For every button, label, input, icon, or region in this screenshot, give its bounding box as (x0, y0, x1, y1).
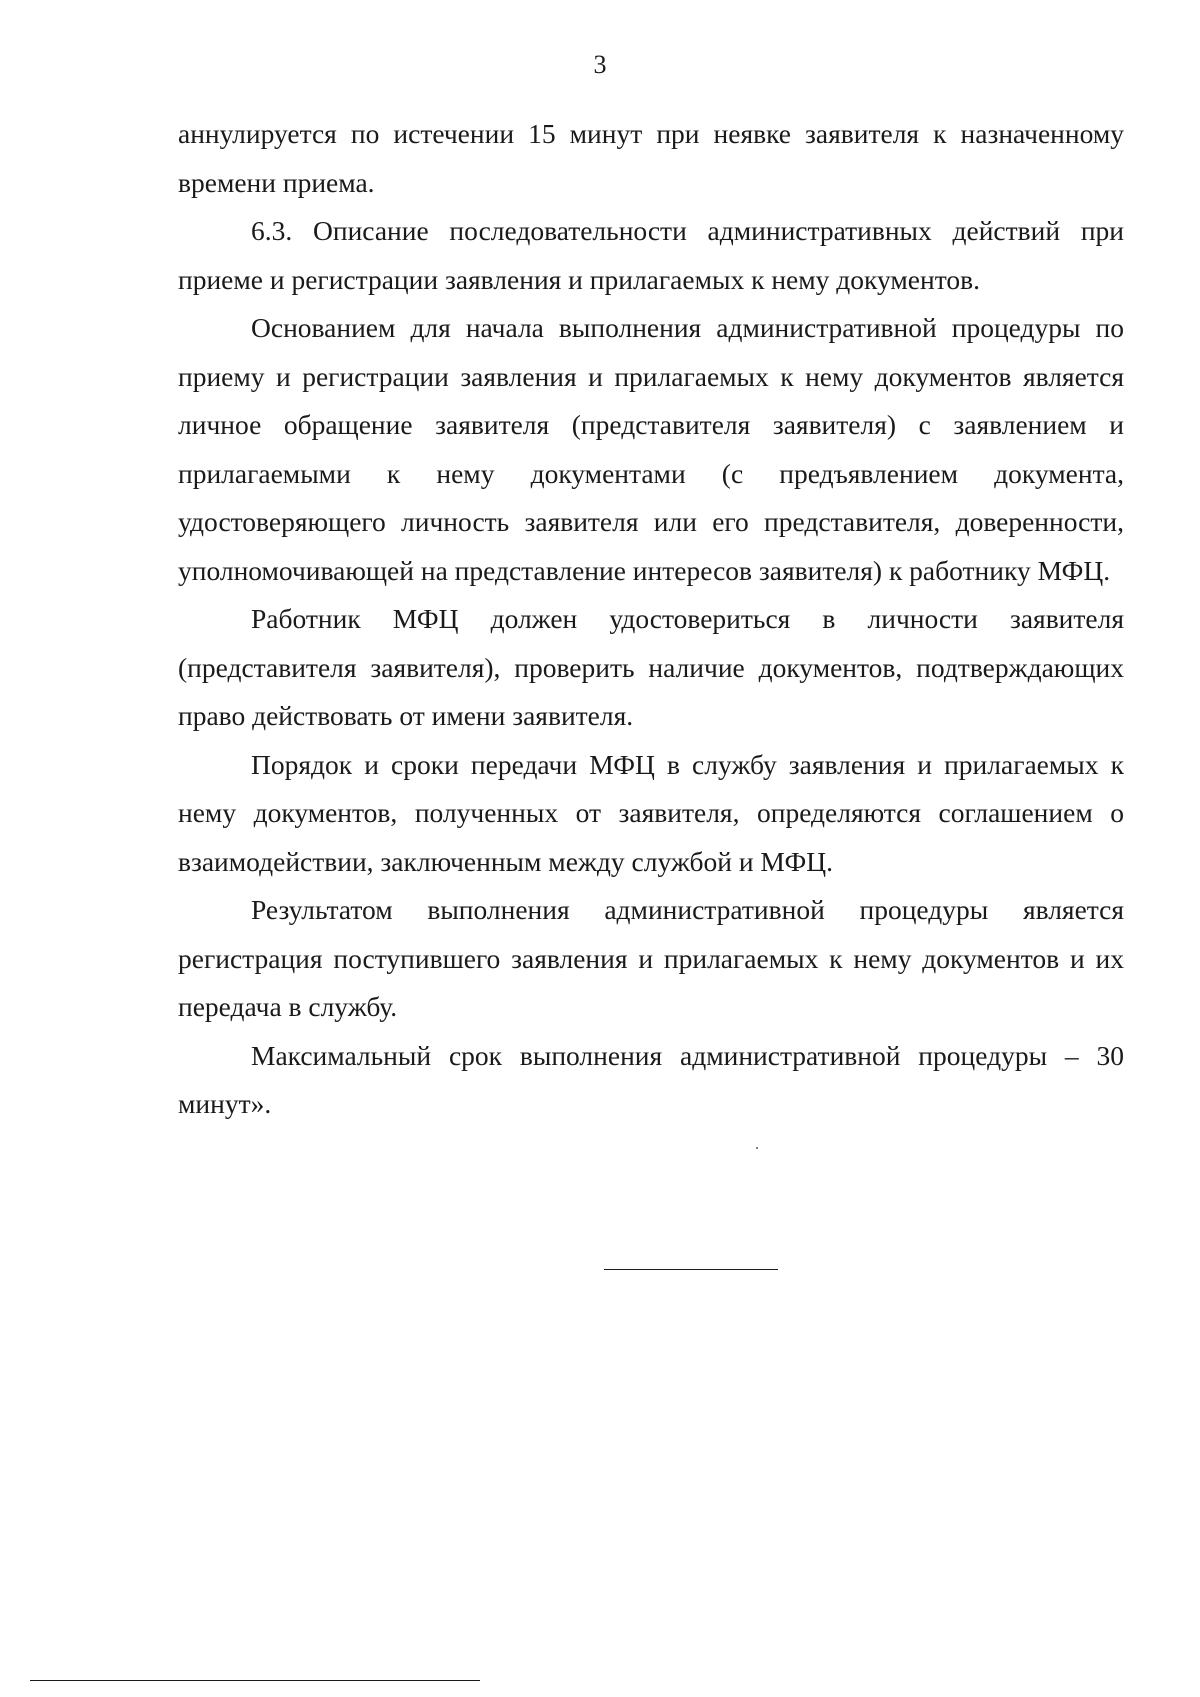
end-of-text-rule (604, 1269, 778, 1270)
paragraph-section-6-3: 6.3. Описание последовательности административных действий при приеме и регистрации заявления и прилагаемых к нему документов. (178, 215, 1124, 295)
footer-rule (30, 1680, 480, 1681)
paragraph-basis: Основанием для начала выполнения административной процедуры по приему и регистрации заявления и прилагаемых к нему документов является личное обращение заявителя (представителя заявителя) с заявлением и прилагаемыми к нему документами (с предъявлением документа, удостоверяющего личность заявителя или его представителя, доверенности, уполномочивающей на представление интересов заявителя) к работнику МФЦ. (178, 312, 1124, 586)
paragraph-worker-duty: Работник МФЦ должен удостовериться в личности заявителя (представителя заявителя), проверить наличие документов, подтверждающих право действовать от имени заявителя. (178, 603, 1124, 731)
page-number: 3 (593, 50, 607, 79)
paragraph-max-duration: Максимальный срок выполнения административной процедуры – 30 минут». (178, 1039, 1124, 1119)
paragraph-result: Результатом выполнения административной процедуры является регистрация поступившего заявления и прилагаемых к нему документов и их передача в службу. (178, 894, 1124, 1022)
document-body (178, 110, 1124, 1129)
paragraph-transfer-order: Порядок и сроки передачи МФЦ в службу заявления и прилагаемых к нему документов, полученных от заявителя, определяются соглашением о взаимодействии, заключенным между службой и МФЦ. (178, 748, 1124, 877)
scan-artifact-dot (756, 1147, 758, 1149)
paragraph-continuation: аннулируется по истечении 15 минут при неявке заявителя к назначенному времени приема. (178, 118, 1124, 198)
